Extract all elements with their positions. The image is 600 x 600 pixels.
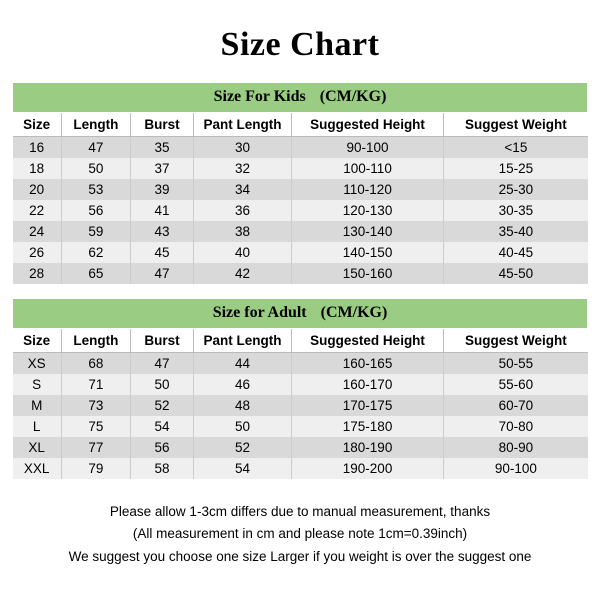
cell-length: 65 — [61, 263, 130, 284]
cell-suggest-weight: 25-30 — [444, 179, 588, 200]
cell-burst: 43 — [130, 221, 193, 242]
cell-size: 16 — [13, 137, 62, 159]
adult-table-band — [13, 299, 588, 329]
cell-burst: 52 — [130, 395, 193, 416]
cell-suggested-height: 130-140 — [291, 221, 443, 242]
cell-size: 26 — [13, 242, 62, 263]
cell-suggest-weight: <15 — [444, 137, 588, 159]
table-row — [13, 242, 588, 263]
cell-suggested-height: 150-160 — [291, 263, 443, 284]
note-line-1: Please allow 1-3cm differs due to manual measurement, thanks — [109, 504, 491, 519]
cell-suggested-height: 175-180 — [291, 416, 443, 437]
cell-length: 53 — [61, 179, 130, 200]
cell-burst: 58 — [130, 458, 193, 479]
cell-suggested-height: 180-190 — [291, 437, 443, 458]
note-line-2: (All measurement in cm and please note 1cm=0.39inch) — [132, 526, 468, 542]
cell-size: XS — [13, 353, 62, 375]
note-line-3: We suggest you choose one size Larger if you weight is over the suggest one — [68, 548, 532, 564]
cell-pant-length: 40 — [194, 242, 292, 263]
table-row — [13, 353, 588, 375]
cell-burst: 56 — [130, 437, 193, 458]
adult-col-pant-length: Pant Length — [194, 329, 292, 353]
cell-size: XL — [13, 437, 62, 458]
cell-suggest-weight: 60-70 — [444, 395, 588, 416]
adult-size-table — [12, 298, 588, 479]
cell-suggest-weight: 55-60 — [444, 374, 588, 395]
table-row — [13, 137, 588, 159]
cell-suggested-height: 100-110 — [291, 158, 443, 179]
cell-pant-length: 36 — [194, 200, 292, 221]
table-row — [13, 374, 588, 395]
cell-burst: 50 — [130, 374, 193, 395]
adult-col-burst: Burst — [130, 329, 193, 353]
cell-length: 68 — [61, 353, 130, 375]
kids-col-pant-length: Pant Length — [194, 113, 292, 137]
table-row — [13, 458, 588, 479]
table-row — [13, 200, 588, 221]
table-row — [13, 158, 588, 179]
kids-table-band-row — [13, 83, 588, 113]
kids-col-length: Length — [61, 113, 130, 137]
cell-pant-length: 54 — [194, 458, 292, 479]
kids-col-size: Size — [13, 113, 62, 137]
cell-burst: 45 — [130, 242, 193, 263]
page-title: Size Chart — [220, 26, 380, 63]
table-row — [13, 437, 588, 458]
table-row — [13, 221, 588, 242]
cell-length: 47 — [61, 137, 130, 159]
cell-suggested-height: 120-130 — [291, 200, 443, 221]
cell-burst: 37 — [130, 158, 193, 179]
kids-band-right-label: (CM/KG) — [319, 88, 387, 105]
table-row — [13, 416, 588, 437]
cell-suggest-weight: 70-80 — [444, 416, 588, 437]
measurement-notes — [12, 501, 588, 568]
cell-pant-length: 38 — [194, 221, 292, 242]
adult-col-length: Length — [61, 329, 130, 353]
kids-table-band — [13, 83, 588, 113]
cell-suggest-weight: 90-100 — [444, 458, 588, 479]
cell-size: L — [13, 416, 62, 437]
cell-length: 50 — [61, 158, 130, 179]
table-row — [13, 395, 588, 416]
cell-burst: 47 — [130, 353, 193, 375]
cell-pant-length: 52 — [194, 437, 292, 458]
cell-size: M — [13, 395, 62, 416]
kids-col-suggest-weight: Suggest Weight — [444, 113, 588, 137]
cell-length: 77 — [61, 437, 130, 458]
adult-header-row — [13, 329, 588, 353]
kids-band-left-label: Size For Kids — [213, 88, 306, 105]
kids-header-row — [13, 113, 588, 137]
adult-col-suggested-height: Suggested Height — [291, 329, 443, 353]
cell-suggested-height: 110-120 — [291, 179, 443, 200]
cell-size: XXL — [13, 458, 62, 479]
cell-pant-length: 34 — [194, 179, 292, 200]
adult-band-right-label: (CM/KG) — [320, 304, 388, 321]
adult-table-band-row — [13, 299, 588, 329]
cell-length: 62 — [61, 242, 130, 263]
cell-suggested-height: 160-165 — [291, 353, 443, 375]
cell-length: 71 — [61, 374, 130, 395]
cell-suggest-weight: 35-40 — [444, 221, 588, 242]
cell-suggest-weight: 80-90 — [444, 437, 588, 458]
cell-burst: 54 — [130, 416, 193, 437]
cell-pant-length: 44 — [194, 353, 292, 375]
cell-burst: 47 — [130, 263, 193, 284]
kids-col-burst: Burst — [130, 113, 193, 137]
cell-suggested-height: 160-170 — [291, 374, 443, 395]
cell-size: 24 — [13, 221, 62, 242]
cell-size: 22 — [13, 200, 62, 221]
cell-pant-length: 42 — [194, 263, 292, 284]
cell-pant-length: 48 — [194, 395, 292, 416]
cell-burst: 35 — [130, 137, 193, 159]
cell-suggest-weight: 15-25 — [444, 158, 588, 179]
cell-suggest-weight: 45-50 — [444, 263, 588, 284]
adult-band-left-label: Size for Adult — [212, 304, 307, 321]
adult-col-suggest-weight: Suggest Weight — [444, 329, 588, 353]
table-row — [13, 179, 588, 200]
kids-col-suggested-height: Suggested Height — [291, 113, 443, 137]
cell-burst: 39 — [130, 179, 193, 200]
cell-suggested-height: 170-175 — [291, 395, 443, 416]
cell-length: 73 — [61, 395, 130, 416]
cell-pant-length: 30 — [194, 137, 292, 159]
cell-size: 18 — [13, 158, 62, 179]
cell-length: 75 — [61, 416, 130, 437]
cell-suggest-weight: 40-45 — [444, 242, 588, 263]
cell-suggested-height: 140-150 — [291, 242, 443, 263]
cell-length: 59 — [61, 221, 130, 242]
cell-pant-length: 46 — [194, 374, 292, 395]
cell-suggest-weight: 30-35 — [444, 200, 588, 221]
cell-pant-length: 50 — [194, 416, 292, 437]
cell-length: 56 — [61, 200, 130, 221]
cell-length: 79 — [61, 458, 130, 479]
cell-size: 28 — [13, 263, 62, 284]
cell-suggested-height: 190-200 — [291, 458, 443, 479]
cell-suggest-weight: 50-55 — [444, 353, 588, 375]
table-spacer — [12, 284, 588, 298]
cell-pant-length: 32 — [194, 158, 292, 179]
cell-suggested-height: 90-100 — [291, 137, 443, 159]
cell-size: 20 — [13, 179, 62, 200]
table-row — [13, 263, 588, 284]
kids-size-table — [12, 82, 588, 284]
cell-burst: 41 — [130, 200, 193, 221]
cell-size: S — [13, 374, 62, 395]
adult-col-size: Size — [13, 329, 62, 353]
